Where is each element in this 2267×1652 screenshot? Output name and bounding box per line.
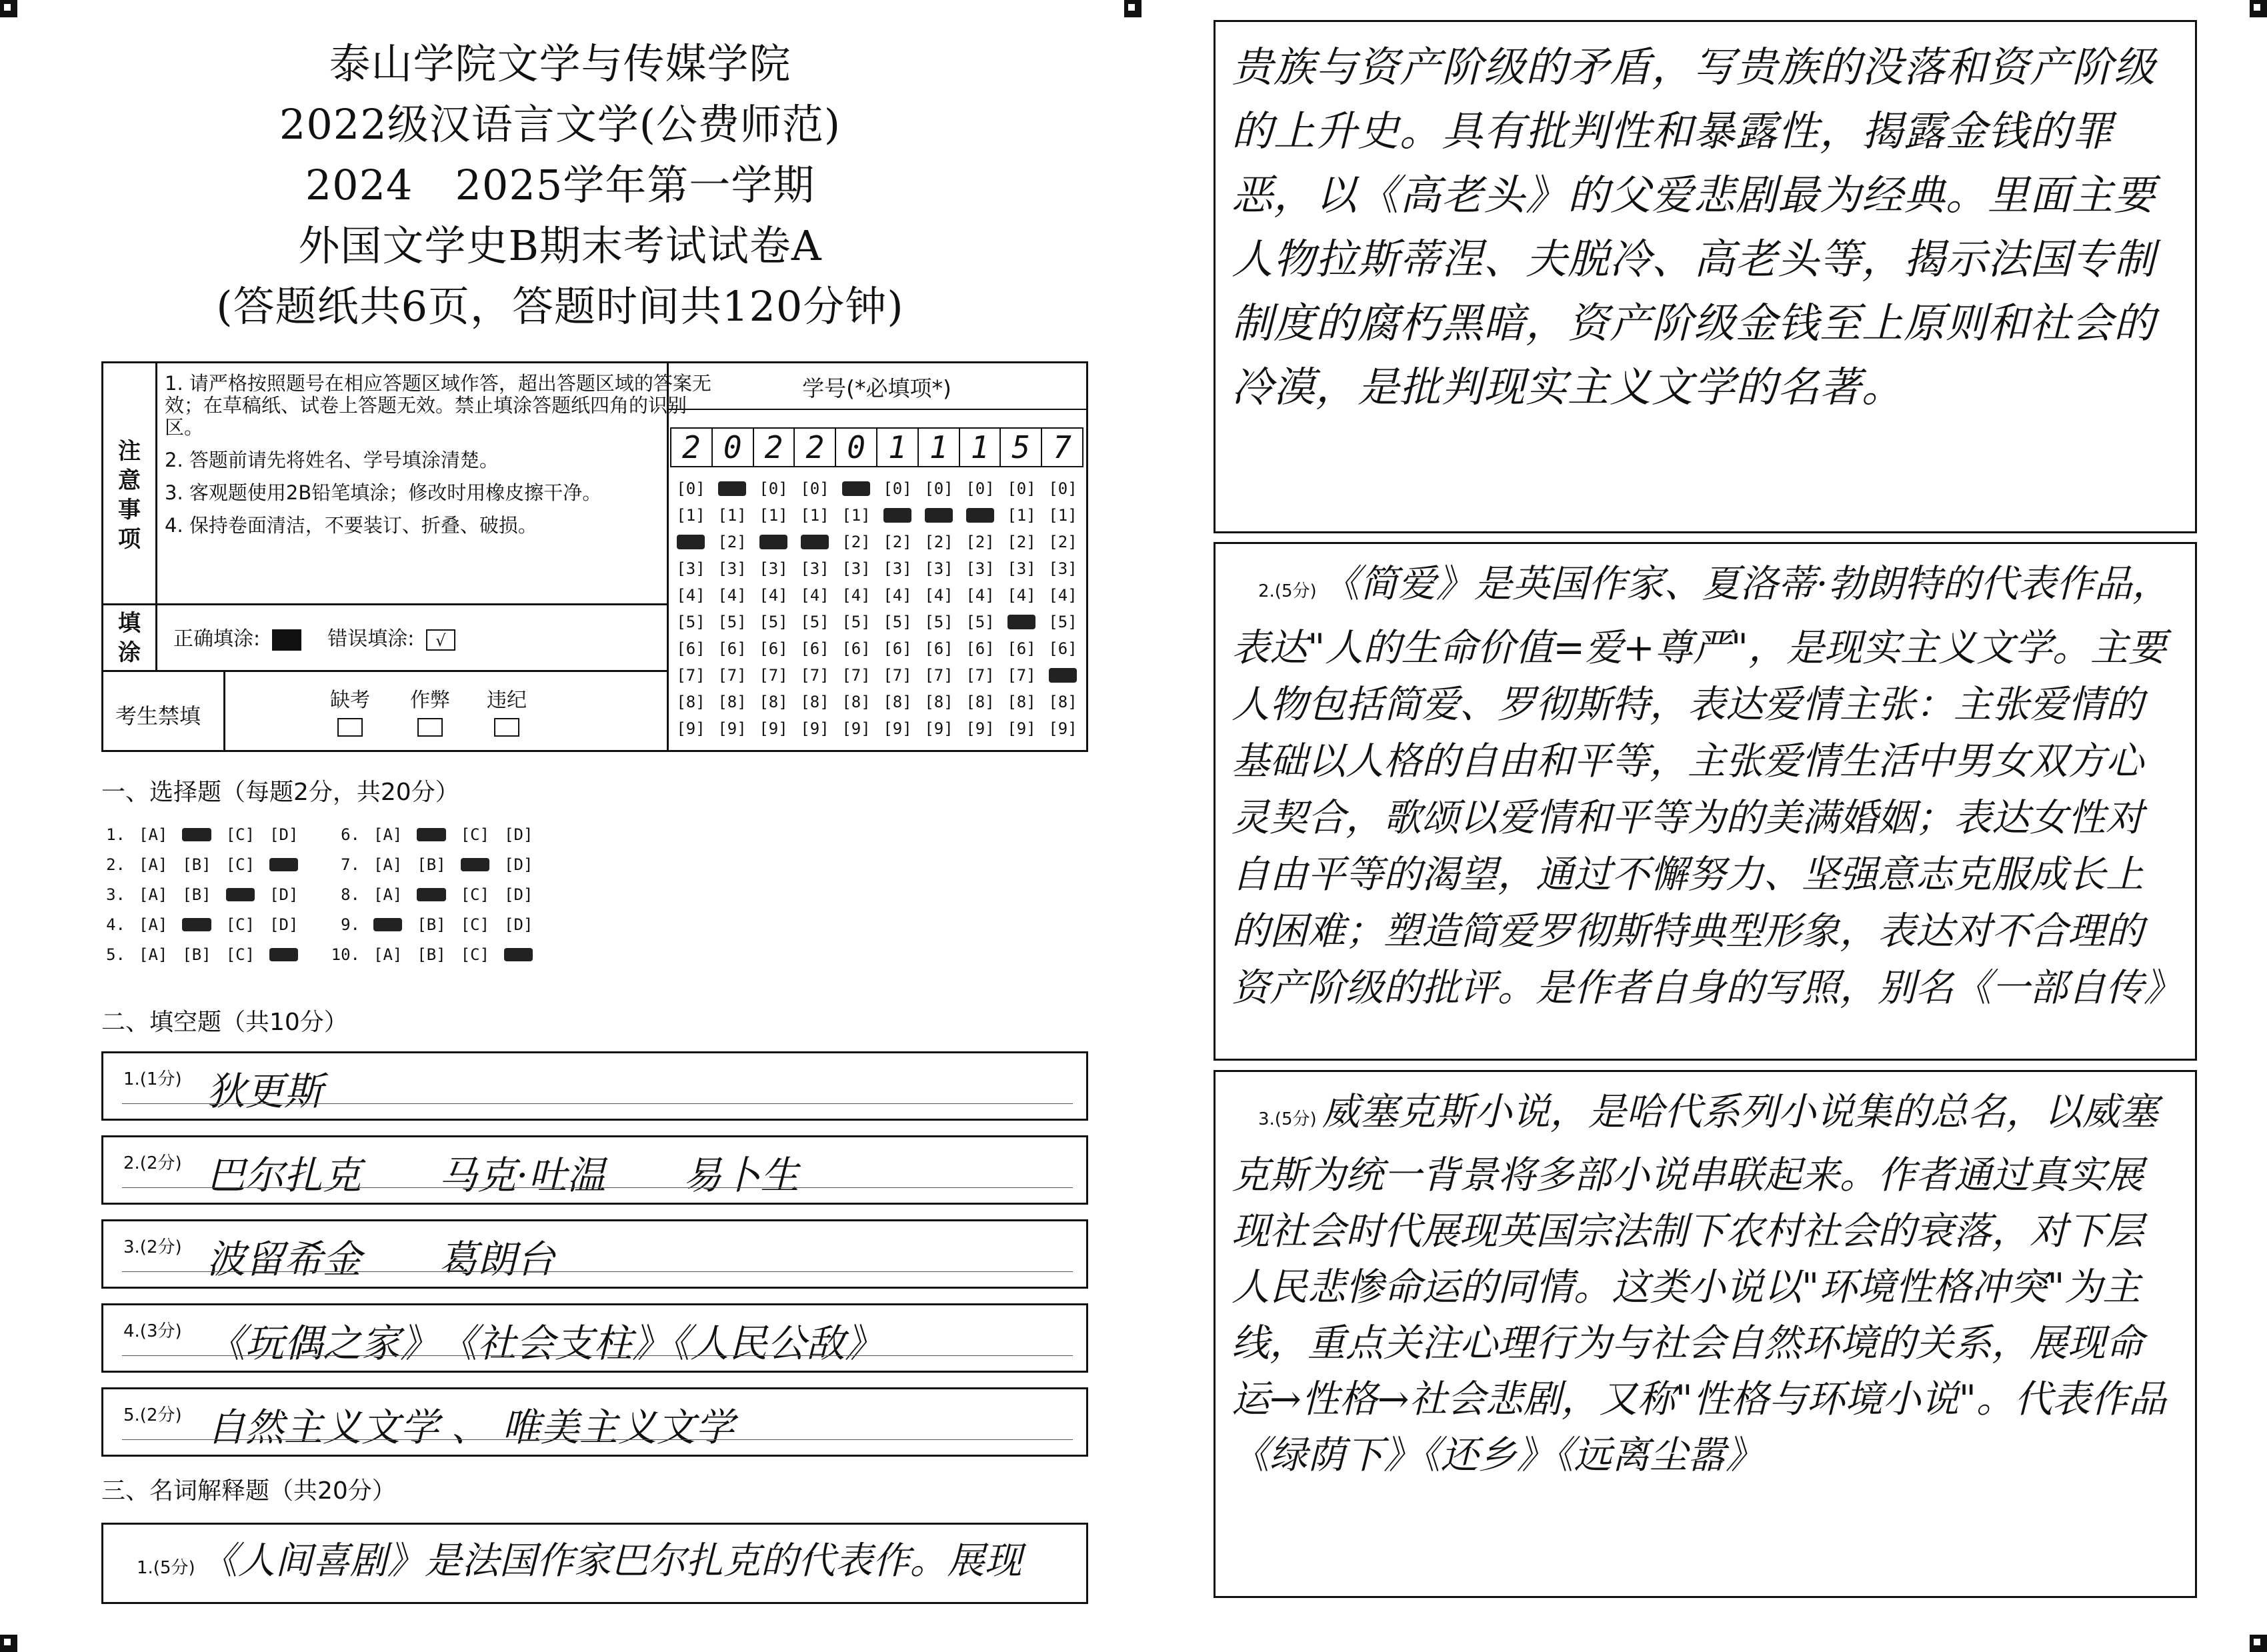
choice-question-row	[93, 885, 313, 904]
choice-option-bubble[interactable]: [B]	[182, 885, 211, 904]
student-id-bubble[interactable]: [2]	[1007, 533, 1036, 551]
essay-answer: 《简爱》是英国作家、夏洛蒂·勃朗特的代表作品，表达"人的生命价值=爱+尊严"，是现实主义文学。主要人物包括简爱、罗彻斯特，表达爱情主张：主张爱情的基础以人格的自由和平等，主张爱情生活中男女双方心灵契合，歌颂以爱情和平等为的美满婚姻；表达女性对自由平等的渴望，通过不懈努力、坚强意志克服成长上的困难；塑造简爱罗彻斯特典型形象，表达对不合理的资产阶级的批评。是作者自身的写照，别名《一部自传》	[1232, 562, 2182, 1010]
student-id-bubble-row	[670, 555, 1083, 582]
choice-option-bubble[interactable]: [D]	[504, 825, 533, 844]
essay-box-q2[interactable]	[1214, 542, 2197, 1061]
student-id-bubble[interactable]: [4]	[1048, 586, 1077, 605]
student-id-digit: 1	[876, 427, 917, 467]
student-id-bubble[interactable]: [7]	[883, 666, 912, 685]
choice-option-bubble[interactable]	[269, 945, 298, 964]
choice-question-number: 10.	[331, 945, 360, 964]
choice-option-bubble[interactable]: [A]	[139, 855, 168, 874]
choice-option-bubble[interactable]: [A]	[139, 915, 168, 934]
choice-question-row	[93, 945, 313, 964]
student-id-bubble[interactable]: [1]	[717, 506, 747, 525]
student-id-bubble[interactable]: [7]	[841, 666, 871, 685]
choice-option-bubble[interactable]: [C]	[460, 915, 490, 934]
student-id-bubble[interactable]: [8]	[1007, 693, 1036, 711]
choice-option-bubble[interactable]: [A]	[373, 855, 403, 874]
notice-item: 3. 客观题使用2B铅笔填涂；修改时用橡皮擦干净。	[165, 481, 602, 504]
essay-box-q1-continued[interactable]	[1214, 20, 2197, 533]
notice-item: 1. 请严格按照题号在相应答题区域作答，超出答题区域的答案无效；在草稿纸、试卷上答题无效。禁止填涂答题纸四角的识别区。	[165, 372, 711, 439]
student-id-bubble-row	[670, 635, 1083, 662]
blank-answer: 自然主义文学 、 唯美主义文学	[207, 1405, 734, 1450]
exam-title	[160, 33, 960, 337]
student-id-digit: 5	[999, 427, 1041, 467]
student-id-bubble[interactable]: [3]	[841, 559, 871, 578]
choice-question-row	[328, 945, 547, 964]
student-id-bubble[interactable]: [5]	[676, 613, 705, 631]
student-id-bubble-row	[670, 689, 1083, 715]
choice-option-bubble[interactable]	[182, 825, 211, 844]
student-id-bubble[interactable]: [9]	[717, 719, 747, 738]
student-id-bubble[interactable]: [3]	[883, 559, 912, 578]
student-id-bubble[interactable]: [1]	[800, 506, 829, 525]
choice-option-bubble[interactable]	[417, 825, 445, 844]
choice-option-bubble[interactable]: [C]	[225, 945, 255, 964]
student-id-bubble[interactable]: [4]	[965, 586, 995, 605]
student-id-bubble[interactable]: [5]	[759, 613, 788, 631]
choice-option-bubble[interactable]: [A]	[139, 825, 168, 844]
answer-sheet-right-page	[1134, 0, 2267, 1652]
fill-example	[173, 622, 455, 651]
student-id-bubble[interactable]: [2]	[924, 533, 953, 551]
choice-option-bubble[interactable]	[417, 885, 445, 904]
student-id-bubble-row	[670, 502, 1083, 529]
choice-option-bubble[interactable]: [D]	[504, 885, 533, 904]
choice-option-bubble[interactable]: [B]	[182, 855, 211, 874]
student-id-bubble[interactable]	[1001, 609, 1042, 635]
choice-option-bubble[interactable]	[182, 915, 211, 934]
choice-question-number: 4.	[106, 915, 125, 934]
student-id-bubble[interactable]: [0]	[676, 479, 705, 498]
student-id-bubble[interactable]: [6]	[676, 639, 705, 658]
student-id-bubble[interactable]: [9]	[1007, 719, 1036, 738]
choice-option-bubble[interactable]	[504, 945, 533, 964]
student-id-bubble-row	[670, 475, 1083, 502]
notice-label	[113, 437, 146, 554]
student-id-bubble[interactable]	[1042, 662, 1083, 689]
student-id-bubble[interactable]: [0]	[883, 479, 912, 498]
choice-option-bubble[interactable]: [A]	[139, 885, 168, 904]
student-id-bubble[interactable]: [9]	[1048, 719, 1077, 738]
student-id-bubble[interactable]: [9]	[883, 719, 912, 738]
student-id-bubble[interactable]: [4]	[1007, 586, 1036, 605]
blank-answer: 巴尔扎克 马克·吐温 易卜生	[207, 1153, 799, 1198]
choice-option-bubble[interactable]	[226, 885, 255, 904]
choice-option-bubble[interactable]	[373, 915, 402, 934]
title-line-school: 泰山学院文学与传媒学院	[329, 39, 791, 88]
forbidden-option-label: 违纪	[487, 689, 527, 712]
choice-option-bubble[interactable]: [B]	[417, 855, 446, 874]
student-id-bubble-row	[670, 529, 1083, 555]
student-id-bubble[interactable]: [9]	[759, 719, 788, 738]
student-id-digit: 2	[753, 427, 794, 467]
choice-question-number: 5.	[106, 945, 125, 964]
student-id-bubble[interactable]	[711, 475, 753, 502]
choice-option-bubble[interactable]: [B]	[417, 945, 446, 964]
forbidden-option-label: 缺考	[330, 689, 370, 712]
student-id-bubble[interactable]	[918, 502, 959, 529]
student-id-bubble[interactable]: [4]	[924, 586, 953, 605]
student-id-digits	[670, 427, 1083, 467]
student-id-bubble[interactable]: [1]	[1007, 506, 1036, 525]
blank-label: 1.(1分)	[123, 1069, 182, 1089]
student-id-bubble[interactable]: [2]	[965, 533, 995, 551]
fill-label-text: 填涂	[118, 610, 141, 666]
student-id-bubble[interactable]: [9]	[841, 719, 871, 738]
essay-answer: 威塞克斯小说，是哈代系列小说集的总名，以威塞克斯为统一背景将多部小说串联起来。作者通过真实展现社会时代展现英国宗法制下农村社会的衰落，对下层人民悲惨命运的同情。这类小说以"环境性格冲突"为主线，重点关注心理行为与社会自然环境的关系，展现命运→性格→社会悲剧，又称"性格与环境小说"。代表作品《绿荫下》《还乡》《远离尘嚣》	[1232, 1090, 2166, 1477]
student-id-digit: 1	[959, 427, 1000, 467]
correct-fill-label: 正确填涂:	[173, 627, 261, 651]
student-id-bubble[interactable]: [3]	[676, 559, 705, 578]
correct-fill-sample	[272, 629, 301, 651]
choice-option-bubble[interactable]: [A]	[373, 825, 403, 844]
student-id-bubble[interactable]: [5]	[883, 613, 912, 631]
student-id-bubble[interactable]: [2]	[717, 533, 747, 551]
student-id-bubble[interactable]	[670, 529, 711, 555]
student-id-bubble[interactable]: [7]	[717, 666, 747, 685]
student-id-bubble[interactable]: [2]	[1048, 533, 1077, 551]
choice-option-bubble[interactable]: [D]	[269, 885, 299, 904]
essay-label: 2.(5分)	[1258, 581, 1317, 601]
corner-mark-bottom-right	[2250, 1635, 2267, 1652]
fill-label	[113, 609, 146, 667]
choice-option-bubble[interactable]	[461, 855, 489, 874]
blank-answer-box[interactable]	[101, 1051, 1088, 1121]
student-id-bubble[interactable]: [7]	[965, 666, 995, 685]
student-id-bubble[interactable]: [8]	[1048, 693, 1077, 711]
choice-option-bubble[interactable]: [C]	[225, 825, 255, 844]
choice-option-bubble[interactable]: [C]	[460, 825, 490, 844]
student-id-bubble-grid	[670, 475, 1083, 742]
student-id-bubble[interactable]: [0]	[800, 479, 829, 498]
student-id-digit: 2	[670, 427, 711, 467]
corner-mark-top-left	[0, 0, 17, 17]
student-id-bubble[interactable]: [8]	[676, 693, 705, 711]
blank-label: 2.(2分)	[123, 1153, 182, 1173]
blank-label: 5.(2分)	[123, 1405, 182, 1425]
student-id-bubble[interactable]: [1]	[1048, 506, 1077, 525]
essay-box-q1-start[interactable]	[101, 1523, 1088, 1604]
student-id-bubble[interactable]	[877, 502, 918, 529]
student-id-bubble[interactable]	[959, 502, 1001, 529]
student-id-bubble[interactable]: [4]	[841, 586, 871, 605]
blank-answer-box[interactable]	[101, 1387, 1088, 1457]
student-id-bubble[interactable]: [2]	[883, 533, 912, 551]
info-panel	[101, 361, 1088, 752]
student-id-bubble[interactable]: [3]	[1007, 559, 1036, 578]
student-id-bubble[interactable]: [7]	[924, 666, 953, 685]
choice-question-row	[328, 885, 547, 904]
choice-question-number: 9.	[341, 915, 360, 934]
choice-question-number: 3.	[106, 885, 125, 904]
choice-option-bubble[interactable]: [A]	[373, 945, 403, 964]
student-id-bubble-row	[670, 609, 1083, 635]
student-id-bubble[interactable]: [8]	[924, 693, 953, 711]
student-id-bubble[interactable]: [8]	[717, 693, 747, 711]
wrong-fill-sample: √	[426, 629, 455, 651]
student-id-bubble[interactable]: [4]	[759, 586, 788, 605]
student-id-bubble[interactable]: [5]	[924, 613, 953, 631]
student-id-digit: 7	[1041, 427, 1083, 467]
forbidden-cheat	[410, 683, 450, 737]
blank-answer: 《玩偶之家》 《社会支柱》《人民公敌》	[207, 1321, 884, 1366]
forbidden-violation	[487, 683, 527, 737]
student-id-bubble[interactable]: [4]	[883, 586, 912, 605]
notice-list	[165, 373, 718, 547]
student-id-bubble[interactable]: [6]	[800, 639, 829, 658]
student-id-bubble[interactable]: [5]	[800, 613, 829, 631]
notice-item: 4. 保持卷面清洁，不要装订、折叠、破损。	[165, 514, 537, 537]
choice-question-row	[328, 855, 547, 874]
choice-question-number: 2.	[106, 855, 125, 874]
student-id-bubble[interactable]: [6]	[965, 639, 995, 658]
student-id-bubble[interactable]	[794, 529, 835, 555]
title-line-course: 外国文学史B期末考试试卷A	[298, 221, 822, 270]
essay-label: 1.(5分)	[137, 1558, 195, 1578]
student-id-bubble[interactable]: [7]	[676, 666, 705, 685]
student-id-bubble[interactable]: [7]	[800, 666, 829, 685]
student-id-bubble[interactable]: [0]	[965, 479, 995, 498]
choice-question-number: 8.	[341, 885, 360, 904]
choice-option-bubble[interactable]: [D]	[504, 915, 533, 934]
student-id-bubble[interactable]: [7]	[1007, 666, 1036, 685]
student-id-bubble[interactable]: [3]	[759, 559, 788, 578]
choice-question-row	[93, 855, 313, 874]
choice-option-bubble[interactable]: [A]	[139, 945, 168, 964]
corner-mark-top-middle	[1124, 0, 1142, 17]
corner-mark-top-right	[2250, 0, 2267, 17]
student-id-bubble[interactable]: [4]	[717, 586, 747, 605]
choice-question-number: 1.	[106, 825, 125, 844]
choice-option-bubble[interactable]: [A]	[373, 885, 403, 904]
corner-mark-bottom-left	[0, 1635, 17, 1652]
student-id-bubble[interactable]: [2]	[841, 533, 871, 551]
section-2-title: 二、填空题（共10分）	[101, 1009, 348, 1036]
choice-option-bubble[interactable]: [C]	[460, 945, 490, 964]
student-id-bubble[interactable]: [6]	[841, 639, 871, 658]
section-1-title: 一、选择题（每题2分，共20分）	[101, 779, 459, 806]
student-id-bubble[interactable]: [5]	[1048, 613, 1077, 631]
student-id-bubble[interactable]: [4]	[800, 586, 829, 605]
student-id-bubble[interactable]: [0]	[924, 479, 953, 498]
student-id-bubble[interactable]: [0]	[1048, 479, 1077, 498]
blank-answer-box[interactable]	[101, 1219, 1088, 1289]
student-id-bubble-row	[670, 582, 1083, 609]
essay-answer: 贵族与资产阶级的矛盾，写贵族的没落和资产阶级的上升史。具有批判性和暴露性，揭露金钱的罪恶，以《高老头》的父爱悲剧最为经典。里面主要人物拉斯蒂涅、夫脱冷、高老头等，揭示法国专制制度的腐朽黑暗，资产阶级金钱至上原则和社会的冷漠，是批判现实主义文学的名著。	[1232, 43, 2156, 411]
blank-label: 3.(2分)	[123, 1237, 182, 1257]
blank-answer: 狄更斯	[207, 1069, 323, 1114]
student-id-bubble[interactable]: [1]	[759, 506, 788, 525]
student-id-bubble[interactable]: [8]	[759, 693, 788, 711]
student-id-bubble[interactable]: [0]	[1007, 479, 1036, 498]
student-id-bubble[interactable]: [9]	[924, 719, 953, 738]
choice-option-bubble[interactable]: [C]	[460, 885, 490, 904]
choice-question-row	[93, 915, 313, 934]
choice-question-number: 7.	[341, 855, 360, 874]
forbidden-cheat-checkbox[interactable]	[417, 718, 443, 737]
section-3-title: 三、名词解释题（共20分）	[101, 1477, 396, 1505]
student-id-bubble[interactable]: [3]	[924, 559, 953, 578]
notice-label-text: 注意事项	[118, 438, 141, 553]
student-id-bubble[interactable]	[753, 529, 794, 555]
forbidden-label: 考生禁填	[115, 703, 201, 729]
title-line-note: (答题纸共6页，答题时间共120分钟)	[216, 282, 904, 331]
student-id-bubble[interactable]: [8]	[883, 693, 912, 711]
choice-question-row	[328, 915, 547, 934]
student-id-bubble[interactable]: [6]	[717, 639, 747, 658]
essay-answer: 《人间喜剧》是法国作家巴尔扎克的代表作。展现	[200, 1539, 1022, 1583]
student-id-bubble[interactable]: [1]	[676, 506, 705, 525]
student-id-bubble[interactable]: [3]	[965, 559, 995, 578]
forbidden-absent	[330, 683, 370, 737]
choice-option-bubble[interactable]: [B]	[182, 945, 211, 964]
essay-label: 3.(5分)	[1258, 1109, 1317, 1129]
title-line-major: 2022级汉语言文学(公费师范)	[279, 100, 841, 149]
notice-item: 2. 答题前请先将姓名、学号填涂清楚。	[165, 449, 499, 471]
student-id-bubble[interactable]: [6]	[1048, 639, 1077, 658]
forbidden-absent-checkbox[interactable]	[337, 718, 363, 737]
student-id-bubble-row	[670, 662, 1083, 689]
student-id-bubble[interactable]: [6]	[1007, 639, 1036, 658]
student-id-bubble[interactable]: [3]	[800, 559, 829, 578]
choice-option-bubble[interactable]: [B]	[417, 915, 446, 934]
student-id-bubble[interactable]: [4]	[676, 586, 705, 605]
choice-question-number: 6.	[341, 825, 360, 844]
forbidden-option-label: 作弊	[410, 689, 450, 712]
student-id-bubble[interactable]: [1]	[841, 506, 871, 525]
student-id-bubble[interactable]: [8]	[841, 693, 871, 711]
blank-answer: 波留希金 葛朗台	[207, 1237, 555, 1282]
student-id-bubble[interactable]: [0]	[759, 479, 788, 498]
title-line-term: 2024 2025学年第一学期	[305, 161, 815, 209]
choice-option-bubble[interactable]: [C]	[225, 855, 255, 874]
student-id-digit: 0	[711, 427, 753, 467]
blank-label: 4.(3分)	[123, 1321, 182, 1341]
student-id-bubble[interactable]: [6]	[759, 639, 788, 658]
student-id-digit: 2	[793, 427, 835, 467]
student-id-bubble[interactable]: [6]	[924, 639, 953, 658]
student-id-bubble[interactable]: [3]	[717, 559, 747, 578]
choice-option-bubble[interactable]: [D]	[269, 915, 299, 934]
student-id-bubble[interactable]: [8]	[965, 693, 995, 711]
student-id-title: 学号(*必填项*)	[802, 375, 951, 401]
forbidden-violation-checkbox[interactable]	[494, 718, 519, 737]
choice-option-bubble[interactable]	[269, 855, 298, 874]
student-id-bubble[interactable]: [8]	[800, 693, 829, 711]
choice-question-row	[328, 825, 547, 844]
choice-question-row	[93, 825, 313, 844]
student-id-bubble[interactable]: [9]	[800, 719, 829, 738]
blank-answer-box[interactable]	[101, 1135, 1088, 1205]
student-id-bubble[interactable]	[835, 475, 877, 502]
choice-option-bubble[interactable]: [D]	[504, 855, 533, 874]
choice-option-bubble[interactable]: [D]	[269, 825, 299, 844]
student-id-bubble[interactable]: [9]	[676, 719, 705, 738]
student-id-bubble[interactable]: [5]	[841, 613, 871, 631]
student-id-digit: 1	[917, 427, 959, 467]
student-id-bubble-row	[670, 715, 1083, 742]
blank-answer-box[interactable]	[101, 1303, 1088, 1373]
choice-option-bubble[interactable]: [C]	[225, 915, 255, 934]
essay-box-q3[interactable]	[1214, 1070, 2197, 1598]
wrong-fill-label: 错误填涂:	[327, 627, 415, 651]
student-id-bubble[interactable]: [5]	[965, 613, 995, 631]
student-id-digit: 0	[835, 427, 876, 467]
student-id-bubble[interactable]: [9]	[965, 719, 995, 738]
student-id-bubble[interactable]: [5]	[717, 613, 747, 631]
student-id-bubble[interactable]: [7]	[759, 666, 788, 685]
student-id-bubble[interactable]: [6]	[883, 639, 912, 658]
student-id-bubble[interactable]: [3]	[1048, 559, 1077, 578]
